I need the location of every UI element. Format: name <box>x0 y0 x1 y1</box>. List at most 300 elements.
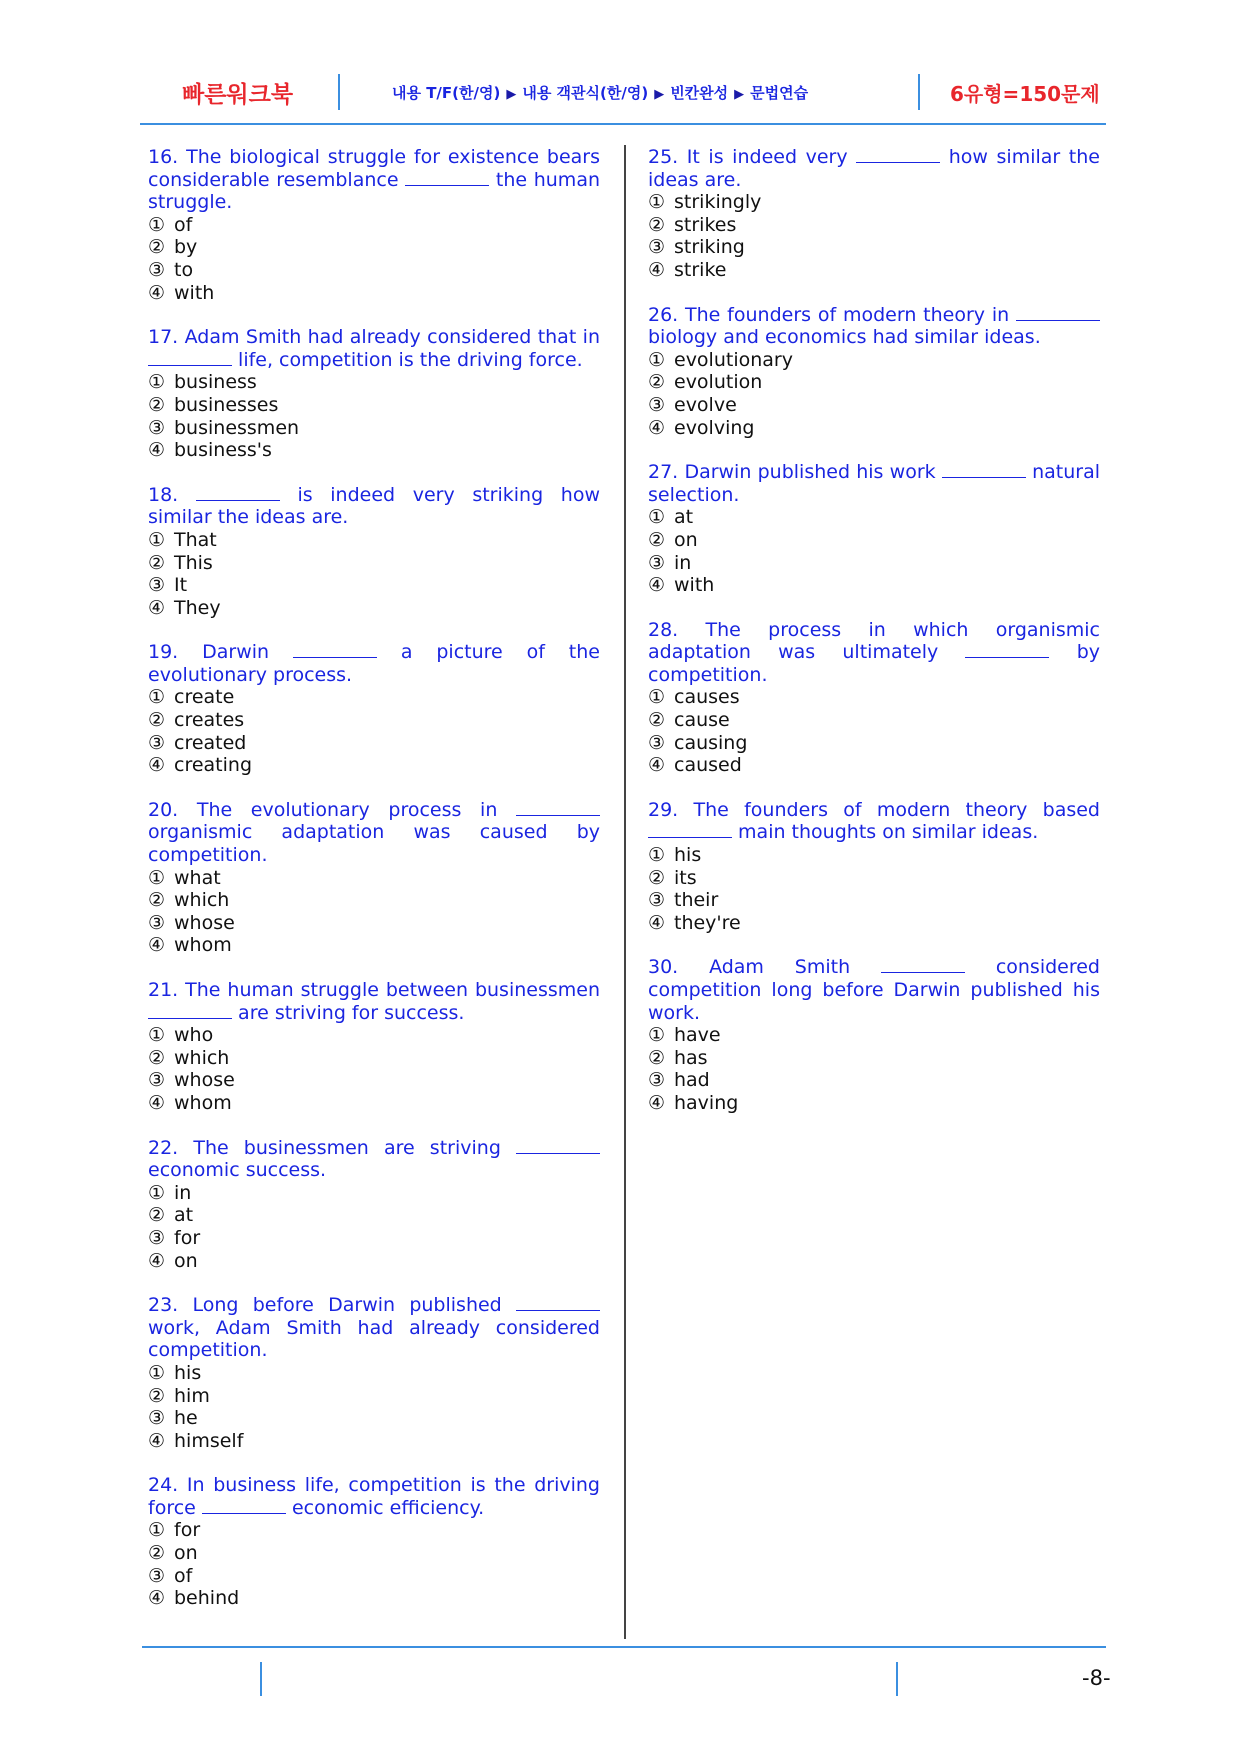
option-text: creating <box>174 754 253 777</box>
answer-option <box>148 1587 600 1610</box>
question-item <box>148 979 600 1115</box>
question-stem <box>148 146 600 214</box>
stem-text-after: considered competition long before Darwin published his work. <box>648 956 1100 1024</box>
option-text: had <box>674 1069 710 1092</box>
answer-option <box>148 889 600 912</box>
answer-option <box>148 574 600 597</box>
option-number: ③ <box>648 731 666 754</box>
option-text: his <box>174 1361 202 1384</box>
option-number: ② <box>148 1204 166 1227</box>
option-text: himself <box>174 1429 244 1452</box>
answer-blank <box>196 499 280 501</box>
stem-text-after: a picture of the evolutionary process. <box>148 641 600 686</box>
question-number: 30. <box>648 956 679 979</box>
stem-text-after: work, Adam Smith had already considered competition. <box>148 1316 600 1362</box>
header-divider-right <box>918 74 920 110</box>
option-text: create <box>174 686 235 709</box>
answer-blank <box>516 1152 600 1154</box>
option-text: its <box>674 866 697 889</box>
question-stem <box>648 461 1100 506</box>
option-text: creates <box>174 709 245 732</box>
option-number: ① <box>648 844 666 867</box>
answer-option <box>148 1047 600 1070</box>
answer-option <box>648 417 1100 440</box>
breadcrumb-item: 내용 객관식(한/영) <box>522 84 649 102</box>
stem-text-after: is indeed very striking how similar the ideas are. <box>148 483 600 529</box>
question-number: 26. <box>648 303 679 326</box>
answer-option <box>148 417 600 440</box>
answer-options <box>148 867 600 957</box>
answer-option <box>148 1542 600 1565</box>
question-number: 18. <box>148 483 179 506</box>
answer-option <box>648 236 1100 259</box>
option-number: ② <box>148 393 166 416</box>
answer-option <box>148 1024 600 1047</box>
option-number: ② <box>648 528 666 551</box>
stem-text-after: economic efficiency. <box>291 1496 485 1519</box>
option-text: in <box>674 551 692 574</box>
answer-option <box>148 709 600 732</box>
option-number: ② <box>648 709 666 732</box>
answer-options <box>148 1519 600 1609</box>
option-text: of <box>174 1564 193 1587</box>
answer-option <box>148 552 600 575</box>
stem-text-before: The evolutionary process in <box>196 798 498 821</box>
option-number: ② <box>148 709 166 732</box>
triangle-right-icon: ▶ <box>734 87 745 102</box>
option-number: ① <box>148 686 166 709</box>
question-stem <box>148 484 600 529</box>
question-stem <box>648 619 1100 687</box>
option-number: ③ <box>148 1069 166 1092</box>
answer-option <box>648 1024 1100 1047</box>
answer-option <box>148 371 600 394</box>
answer-option <box>148 236 600 259</box>
option-number: ④ <box>648 911 666 934</box>
option-text: who <box>174 1024 214 1047</box>
stem-text-before: The biological struggle for existence bears considerable resemblance <box>148 146 600 191</box>
answer-blank <box>1016 319 1100 321</box>
answer-blank <box>965 656 1049 658</box>
answer-option <box>648 529 1100 552</box>
question-stem <box>648 799 1100 844</box>
answer-option <box>648 732 1100 755</box>
answer-option <box>648 259 1100 282</box>
stem-text-after: biology and economics had similar ideas. <box>648 326 1041 349</box>
option-number: ② <box>148 236 166 259</box>
option-text: strikes <box>674 213 737 236</box>
answer-option <box>148 934 600 957</box>
answer-blank <box>516 814 600 816</box>
brand-title: 빠른워크북 <box>182 82 294 108</box>
question-number: 28. <box>648 618 679 641</box>
answer-option <box>148 1250 600 1273</box>
option-number: ④ <box>648 416 666 439</box>
option-text: him <box>174 1384 210 1407</box>
answer-option <box>648 349 1100 372</box>
answer-option <box>148 439 600 462</box>
question-number: 27. <box>648 461 679 484</box>
answer-option <box>148 1430 600 1453</box>
answer-option <box>148 597 600 620</box>
answer-option <box>648 1069 1100 1092</box>
question-item <box>148 1137 600 1273</box>
option-number: ② <box>148 1046 166 1069</box>
answer-option <box>148 1407 600 1430</box>
question-item <box>148 326 600 462</box>
answer-option <box>148 529 600 552</box>
question-number: 25. <box>648 146 679 168</box>
option-number: ① <box>648 348 666 371</box>
answer-option <box>648 686 1100 709</box>
option-number: ① <box>148 213 166 236</box>
option-number: ③ <box>148 1407 166 1430</box>
stem-text-before: The founders of modern theory based <box>693 798 1100 821</box>
option-number: ② <box>648 866 666 889</box>
stem-text-after: economic success. <box>148 1159 327 1182</box>
footer-divider-right <box>896 1662 898 1696</box>
stem-text-before: The human struggle between businessmen <box>185 979 600 1001</box>
question-item <box>648 956 1100 1114</box>
option-text: which <box>174 1046 230 1069</box>
option-number: ② <box>648 213 666 236</box>
stem-text-after: how similar the ideas are. <box>648 146 1100 191</box>
option-text: whom <box>174 1091 232 1114</box>
question-number: 17. <box>148 326 179 349</box>
answer-blank <box>856 161 940 163</box>
option-text: on <box>174 1249 198 1272</box>
answer-options <box>148 1024 600 1114</box>
option-text: on <box>174 1542 198 1565</box>
stem-text-before: Adam Smith <box>709 956 851 979</box>
stem-text-before: It is indeed very <box>686 146 848 168</box>
question-item <box>148 484 600 620</box>
option-text: with <box>174 281 215 304</box>
option-text: with <box>674 574 715 597</box>
question-item <box>648 304 1100 440</box>
answer-blank <box>516 1309 600 1311</box>
option-text: evolve <box>674 393 737 416</box>
question-item <box>148 146 600 304</box>
option-text: causes <box>674 686 740 709</box>
option-text: This <box>174 551 213 574</box>
question-stem <box>648 146 1100 191</box>
option-number: ① <box>148 371 166 394</box>
answer-options <box>648 1024 1100 1114</box>
option-text: caused <box>674 754 742 777</box>
stem-text-after: main thoughts on similar ideas. <box>738 821 1039 844</box>
answer-option <box>648 889 1100 912</box>
triangle-right-icon: ▶ <box>506 87 517 102</box>
answer-option <box>648 867 1100 890</box>
option-number: ① <box>648 1024 666 1047</box>
option-text: for <box>174 1519 201 1542</box>
option-number: ③ <box>648 393 666 416</box>
footer-rule <box>142 1646 1106 1648</box>
stem-text-after: by competition. <box>648 641 1101 686</box>
stem-text-after: life, competition is the driving force. <box>238 348 583 371</box>
option-number: ① <box>148 866 166 889</box>
option-text: evolutionary <box>674 348 793 371</box>
question-stem <box>148 979 600 1024</box>
option-text: in <box>174 1181 192 1204</box>
option-text: having <box>674 1091 739 1114</box>
option-text: strikingly <box>674 191 762 214</box>
option-number: ② <box>648 371 666 394</box>
answer-option <box>648 1047 1100 1070</box>
option-text: their <box>674 889 719 912</box>
option-number: ① <box>148 1361 166 1384</box>
answer-options <box>648 686 1100 776</box>
option-number: ④ <box>148 1587 166 1610</box>
option-number: ④ <box>148 1091 166 1114</box>
left-column <box>148 146 600 1632</box>
breadcrumb-item: 문법연습 <box>750 84 809 102</box>
option-text: on <box>674 528 698 551</box>
question-number: 22. <box>148 1136 179 1159</box>
option-text: to <box>174 258 194 281</box>
answer-option <box>648 394 1100 417</box>
question-stem <box>648 956 1100 1024</box>
answer-option <box>648 574 1100 597</box>
answer-blank <box>148 1017 232 1019</box>
answer-option <box>648 844 1100 867</box>
header-divider-left <box>338 74 340 110</box>
answer-option <box>148 1069 600 1092</box>
question-item <box>648 619 1100 777</box>
question-number: 16. <box>148 146 179 168</box>
option-text: They <box>174 596 221 619</box>
option-number: ④ <box>148 281 166 304</box>
option-number: ③ <box>148 1226 166 1249</box>
answer-option <box>148 912 600 935</box>
option-text: striking <box>674 236 745 259</box>
page-number: -8- <box>1082 1666 1111 1690</box>
answer-option <box>148 394 600 417</box>
option-text: causing <box>674 731 748 754</box>
option-number: ④ <box>148 934 166 957</box>
stem-text-before: Adam Smith had already considered that in <box>184 326 600 349</box>
answer-blank <box>202 1512 286 1514</box>
answer-blank <box>293 656 377 658</box>
answer-option <box>148 214 600 237</box>
option-number: ③ <box>148 416 166 439</box>
option-number: ① <box>148 1519 166 1542</box>
option-number: ① <box>148 1024 166 1047</box>
question-number: 29. <box>648 798 679 821</box>
option-text: evolving <box>674 416 755 439</box>
option-number: ④ <box>148 596 166 619</box>
stem-text-before: The businessmen are striving <box>193 1136 501 1159</box>
answer-options <box>148 371 600 461</box>
option-number: ④ <box>148 754 166 777</box>
option-number: ① <box>648 506 666 529</box>
question-item <box>148 1474 600 1610</box>
question-item <box>148 1294 600 1452</box>
question-number: 24. <box>148 1474 179 1497</box>
stem-text-after: are striving for success. <box>238 1001 465 1024</box>
breadcrumb-item: 내용 T/F(한/영) <box>392 84 501 102</box>
answer-options <box>648 844 1100 934</box>
question-item <box>148 799 600 957</box>
option-text: which <box>174 889 230 912</box>
answer-options <box>648 191 1100 281</box>
answer-blank <box>405 184 489 186</box>
option-text: of <box>174 213 193 236</box>
answer-option <box>648 552 1100 575</box>
question-item <box>648 146 1100 282</box>
option-number: ④ <box>648 754 666 777</box>
question-number: 23. <box>148 1294 179 1317</box>
answer-option <box>148 1385 600 1408</box>
option-text: business <box>174 371 257 394</box>
option-text: evolution <box>674 371 763 394</box>
option-number: ③ <box>148 258 166 281</box>
breadcrumb-item: 빈칸완성 <box>670 84 729 102</box>
answer-option <box>648 371 1100 394</box>
question-number: 19. <box>148 641 179 664</box>
question-number: 21. <box>148 979 179 1001</box>
answer-option <box>648 754 1100 777</box>
answer-option <box>148 1565 600 1588</box>
option-number: ④ <box>648 1091 666 1114</box>
option-text: businesses <box>174 393 279 416</box>
stem-text-before: Long before Darwin published <box>192 1294 502 1317</box>
question-stem <box>148 799 600 867</box>
option-text: what <box>174 866 221 889</box>
option-text: for <box>174 1226 201 1249</box>
option-text: businessmen <box>174 416 300 439</box>
option-text: have <box>674 1024 721 1047</box>
option-text: whose <box>174 1069 235 1092</box>
option-number: ① <box>648 191 666 214</box>
option-number: ③ <box>648 889 666 912</box>
option-number: ② <box>648 1046 666 1069</box>
answer-blank <box>148 364 232 366</box>
answer-option <box>648 912 1100 935</box>
answer-blank <box>942 476 1026 478</box>
question-item <box>648 461 1100 597</box>
answer-option <box>648 1092 1100 1115</box>
answer-options <box>648 506 1100 596</box>
page-header <box>0 0 1240 130</box>
stem-text-after: organismic adaptation was caused by competition. <box>148 821 600 867</box>
triangle-right-icon: ▶ <box>654 87 665 102</box>
stem-text-before: The founders of modern theory in <box>685 303 1010 326</box>
question-stem <box>648 304 1100 349</box>
answer-option <box>148 1519 600 1542</box>
option-number: ③ <box>148 1564 166 1587</box>
option-text: at <box>674 506 694 529</box>
option-number: ② <box>148 1384 166 1407</box>
question-stem <box>148 1137 600 1182</box>
answer-option <box>148 1204 600 1227</box>
option-number: ④ <box>648 574 666 597</box>
right-column <box>648 146 1100 1137</box>
option-text: has <box>674 1046 708 1069</box>
option-text: behind <box>174 1587 240 1610</box>
answer-blank <box>648 836 732 838</box>
header-rule <box>140 123 1106 125</box>
answer-option <box>148 1182 600 1205</box>
option-number: ② <box>148 889 166 912</box>
answer-blank <box>881 971 965 973</box>
option-text: created <box>174 731 247 754</box>
option-number: ③ <box>148 731 166 754</box>
answer-options <box>148 529 600 619</box>
footer-divider-left <box>260 1662 262 1696</box>
question-stem <box>148 1294 600 1362</box>
stem-text-before: In business life, competition is the driving force <box>148 1474 600 1519</box>
answer-option <box>148 1092 600 1115</box>
answer-option <box>148 1362 600 1385</box>
option-number: ① <box>648 686 666 709</box>
option-text: at <box>174 1204 194 1227</box>
question-item <box>648 799 1100 935</box>
option-text: by <box>174 236 198 259</box>
option-text: cause <box>674 709 730 732</box>
answer-option <box>148 686 600 709</box>
breadcrumb <box>392 82 808 103</box>
question-stem <box>148 1474 600 1519</box>
option-text: he <box>174 1407 198 1430</box>
option-text: whose <box>174 911 235 934</box>
answer-options <box>648 349 1100 439</box>
answer-option <box>148 732 600 755</box>
problem-count: 6유형=150문제 <box>950 82 1100 106</box>
option-text: That <box>174 528 217 551</box>
option-text: whom <box>174 934 232 957</box>
option-number: ④ <box>148 1249 166 1272</box>
option-number: ③ <box>648 236 666 259</box>
stem-text-before: The process in which organismic adaptation was ultimately <box>648 618 1101 664</box>
option-number: ④ <box>648 258 666 281</box>
answer-options <box>148 1182 600 1272</box>
answer-option <box>148 259 600 282</box>
stem-text-before: Darwin <box>202 641 270 664</box>
answer-option <box>648 214 1100 237</box>
answer-option <box>648 506 1100 529</box>
option-number: ② <box>148 1542 166 1565</box>
option-number: ④ <box>148 1429 166 1452</box>
answer-option <box>648 709 1100 732</box>
answer-option <box>148 282 600 305</box>
option-text: his <box>674 844 702 867</box>
option-number: ② <box>148 551 166 574</box>
option-text: they're <box>674 911 741 934</box>
answer-options <box>148 1362 600 1452</box>
stem-text-before: Darwin published his work <box>684 461 936 484</box>
option-number: ③ <box>148 574 166 597</box>
option-number: ③ <box>648 551 666 574</box>
stem-text-after: the human struggle. <box>148 168 600 214</box>
question-stem <box>148 326 600 371</box>
option-text: business's <box>174 439 272 462</box>
option-number: ③ <box>148 911 166 934</box>
option-number: ① <box>148 1181 166 1204</box>
answer-options <box>148 686 600 776</box>
answer-options <box>148 214 600 304</box>
answer-option <box>148 754 600 777</box>
option-text: strike <box>674 258 727 281</box>
question-number: 20. <box>148 798 179 821</box>
question-item <box>148 641 600 777</box>
answer-option <box>148 1227 600 1250</box>
column-divider <box>624 145 626 1639</box>
option-number: ④ <box>148 439 166 462</box>
stem-text-after: natural selection. <box>648 461 1100 506</box>
answer-option <box>648 191 1100 214</box>
